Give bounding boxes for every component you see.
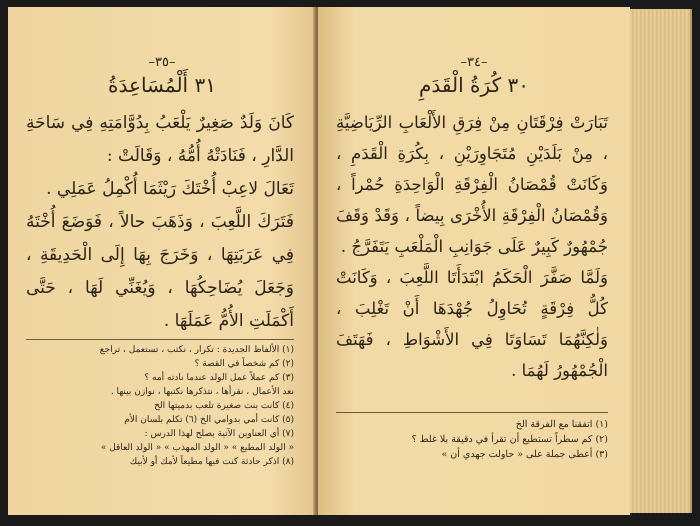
- note-line: (١) الألفاظ الجديدة : تكرار ، نكتب ، تستعمل ، تراجع: [99, 345, 294, 355]
- paragraph: كَانَ وَلَدٌ صَغِيرٌ يَلْعَبُ بِدُوَّامَتِهِ فِي سَاحَةِ الدَّارِ ، فَنَادَتْهُ أُمُّهُ ، وَقَالَتْ :: [26, 113, 294, 166]
- exercise-notes: [334, 417, 608, 462]
- paragraph: تَبَارَتْ فِرْقَتَانِ مِنْ فِرَقِ الأَلْعَابِ الرِّيَاضِيَّةِ ، مِنْ بَلَدَيْنِ مُتَجَاوِرَيْنِ ، بِكُرَةِ الْقَدَمِ ، وَكَانَتْ قُمْصَانُ الْفِرْقَةِ الْوَاحِدَةِ حُمْراً ، وَقُمْصَانُ الْفِرْقَةِ الأُخْرَى بِيضاً ، وَقَدْ وَقَفَ جُمْهُورٌ كَبِيرٌ عَلَى جَوَانِبِ الْمَلْعَبِ يَتَفَرَّجُ .: [336, 113, 608, 256]
- note-line: (٧) أي العناوين الآتية يصلح لهذا الدرس :: [144, 429, 294, 439]
- note-line: (٣) أعطى جملة على « حاولت جهدي أن »: [441, 449, 608, 460]
- note-line: (٨) اذكر حادثة كنت فيها مطيعاً لأمك أو لأبيك: [129, 457, 294, 467]
- note-line: (٥) كانت أمي بدوامي الخ (٦) تكلم بلسان الأم: [124, 415, 294, 425]
- page-number: –٣٥–: [148, 55, 176, 70]
- note-line: نعد الأعمال ، نقرأها ، نتذكرها نكتبها ، نوازن بينها .: [110, 387, 294, 397]
- note-line: (٣) كم عملاً عمل الولد عندما نادته أمه ؟: [144, 373, 294, 383]
- note-line: (١) اتفقنا مع الفرقة الخ: [515, 419, 608, 430]
- note-line: (٢) كم شخصاً في القصة ؟: [194, 359, 294, 369]
- exercise-notes: [24, 343, 294, 469]
- lesson-body: [26, 107, 294, 338]
- note-line: « الولد المطيع » « الولد المهذب » « الولد العاقل »: [100, 443, 294, 453]
- left-page: [8, 7, 316, 515]
- lesson-body: [336, 107, 608, 386]
- divider: [336, 412, 608, 413]
- note-line: (٢) كم سطراً تستطيع أن تقرأ في دقيقة بلا غلط ؟: [411, 434, 608, 445]
- divider: [26, 339, 294, 340]
- page-edges: [630, 9, 692, 513]
- lesson-title: ٣٠ كُرَةُ الْقَدَمِ: [419, 73, 529, 97]
- paragraph: تَعَالَ لاعِبْ أُخْتَكَ رَيْثَمَا أُكْمِلُ عَمَلِي .: [46, 179, 294, 199]
- right-page: [318, 7, 630, 515]
- note-line: (٤) كانت بنت صغيرة تلعب بدميتها الخ: [154, 401, 294, 411]
- paragraph: فَتَرَكَ اللَّعِبَ ، وَذَهَبَ حالاً ، فَوَضَعَ أُخْتَهُ فِي عَرَبَتِهَا ، وَخَرَجَ بِهَا إِلَى الْحَدِيقَةِ ، وَجَعَلَ يُضَاحِكُهَا ، وَيُغَنِّي لَهَا ، حَتَّى أَكْمَلَتِ الأُمُّ عَمَلَهَا .: [26, 212, 294, 331]
- page-number: –٣٤–: [460, 55, 488, 70]
- open-book: [6, 3, 696, 523]
- paragraph: وَلَمَّا صَفَّرَ الْحَكَمُ ابْتَدَأَتَا اللَّعِبَ ، وَكَانَتْ كُلُّ فِرْقَةٍ تُحَاوِلُ جُهْدَهَا أَنْ تَغْلِبَ ، وَلٰكِنَّهُمَا تَسَاوَتَا فِي الأَشْوَاطِ ، فَهَتَفَ الْجُمْهُورُ لَهُمَا .: [336, 268, 608, 380]
- lesson-title: ٣١ أَلْمُسَاعِدَةُ: [108, 73, 216, 97]
